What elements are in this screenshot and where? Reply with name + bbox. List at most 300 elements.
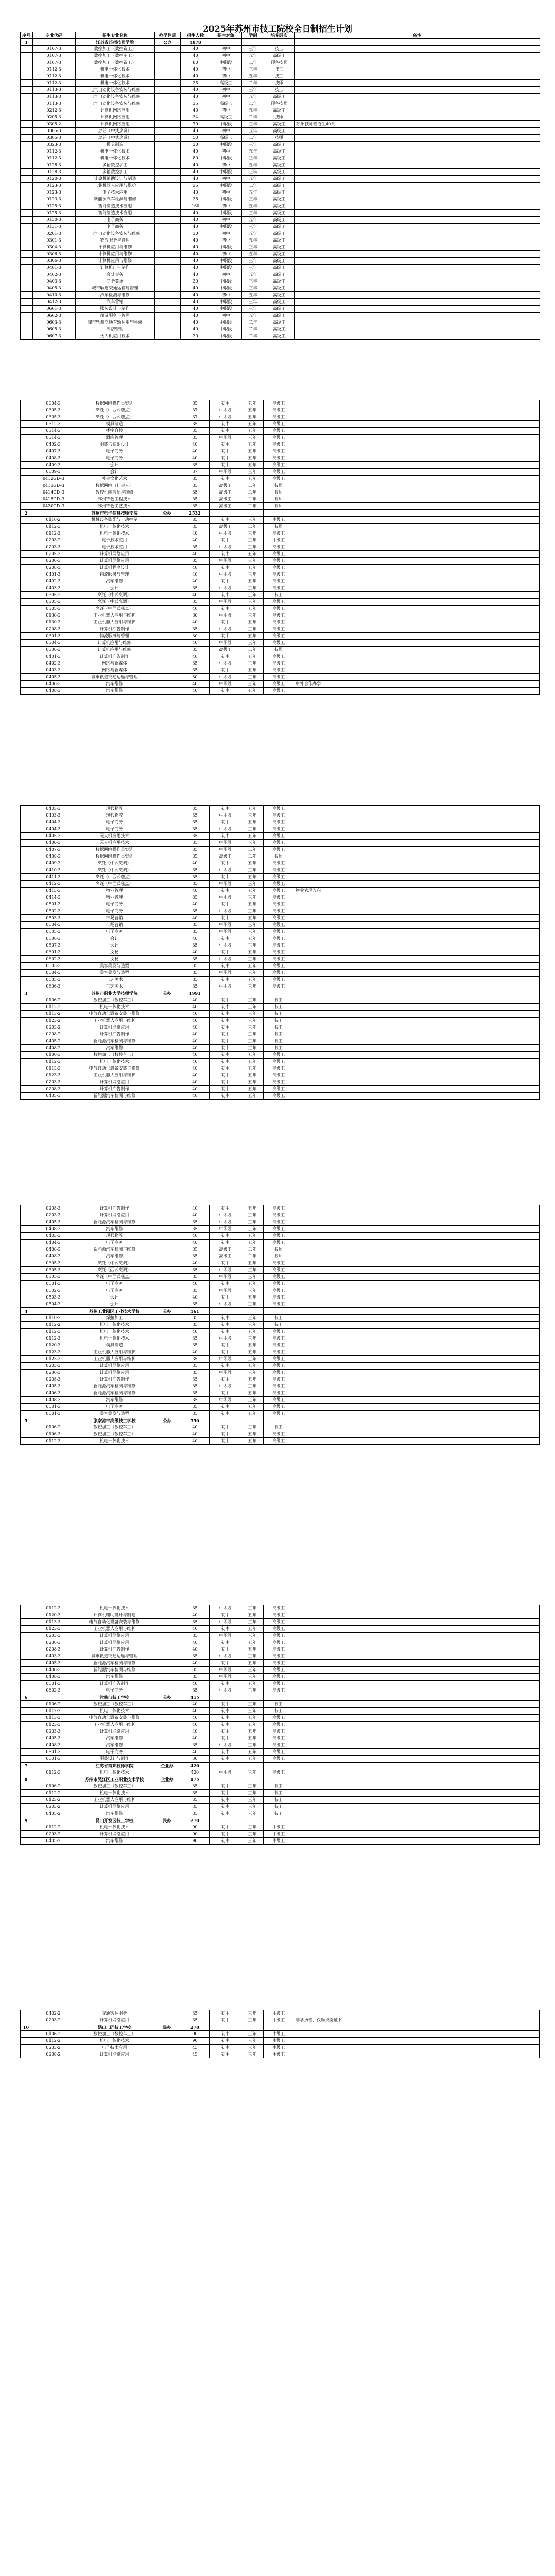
enrollment-object: 初中 bbox=[210, 915, 241, 922]
table-row bbox=[21, 517, 540, 524]
major-name: 汽车营销 bbox=[76, 299, 155, 306]
study-length: 三年 bbox=[242, 299, 264, 306]
enrollment-object: 初中 bbox=[210, 806, 241, 812]
table-row bbox=[21, 1072, 540, 1079]
row-no bbox=[21, 217, 33, 224]
major-name: 新能源汽车检测与维修 bbox=[76, 196, 155, 203]
row-note bbox=[294, 1052, 540, 1059]
table-row bbox=[21, 826, 540, 833]
training-level: 高级工 bbox=[264, 407, 294, 414]
training-level: 高级工 bbox=[264, 894, 294, 901]
enrollment-object: 中职段 bbox=[210, 1219, 241, 1226]
enrollment-count: 35 bbox=[180, 1383, 210, 1390]
study-length: 三年 bbox=[241, 840, 264, 847]
major-name: 电子商务 bbox=[75, 901, 154, 908]
study-length: 三年 bbox=[241, 1287, 264, 1294]
major-code: 0414-3 bbox=[32, 894, 75, 901]
major-name: 电气自动化设备安装与维修 bbox=[75, 1619, 154, 1626]
row-ownership bbox=[154, 1404, 180, 1411]
table-row bbox=[21, 1783, 540, 1790]
major-code: 0306-3 bbox=[32, 647, 75, 653]
major-code: 0112-3 bbox=[32, 1605, 75, 1612]
study-length: 三年 bbox=[241, 558, 264, 565]
enrollment-object: 初中 bbox=[210, 1411, 241, 1417]
table-row bbox=[21, 565, 540, 571]
major-code: 0123-2 bbox=[32, 1797, 75, 1804]
study-length: 五年 bbox=[242, 53, 264, 59]
training-level: 高级工 bbox=[264, 107, 295, 114]
enrollment-object: 初中 bbox=[210, 428, 241, 435]
row-no bbox=[21, 496, 32, 503]
row-ownership bbox=[154, 970, 180, 977]
training-level: 高级工 bbox=[264, 210, 295, 217]
enrollment-object: 中职段 bbox=[210, 1653, 241, 1660]
row-no bbox=[21, 1274, 32, 1281]
major-name: 烹饪（中式烹调） bbox=[75, 592, 154, 599]
study-length: 五年 bbox=[241, 1363, 264, 1370]
school-number: 10 bbox=[21, 2024, 32, 2031]
training-level: 高级工 bbox=[264, 653, 294, 660]
row-note bbox=[294, 1769, 540, 1776]
table-row bbox=[21, 1824, 540, 1831]
row-note bbox=[294, 860, 540, 867]
table-row bbox=[21, 571, 540, 578]
row-no bbox=[21, 667, 32, 674]
major-name: 计算机网络应用 bbox=[75, 1633, 154, 1639]
enrollment-count: 40 bbox=[180, 1072, 210, 1079]
table-row bbox=[21, 46, 540, 53]
table-row bbox=[21, 901, 540, 908]
row-note bbox=[294, 867, 540, 874]
major-name: 物流服务与管理 bbox=[76, 237, 155, 244]
row-ownership bbox=[154, 1728, 180, 1735]
row-note bbox=[294, 482, 540, 489]
table-row bbox=[21, 1411, 540, 1417]
table-row bbox=[21, 1715, 540, 1722]
row-ownership bbox=[154, 1018, 180, 1024]
table-row bbox=[21, 847, 540, 853]
enrollment-count: 40 bbox=[180, 888, 210, 894]
row-note bbox=[294, 435, 540, 441]
enrollment-count: 40 bbox=[181, 251, 210, 258]
row-note bbox=[295, 237, 540, 244]
study-length: 三年 bbox=[241, 1667, 264, 1674]
table-row bbox=[21, 667, 540, 674]
enrollment-object: 初中 bbox=[210, 1093, 241, 1100]
school-note-blank bbox=[294, 510, 540, 517]
row-note bbox=[294, 530, 540, 537]
table-row bbox=[21, 1065, 540, 1072]
enrollment-object: 高级工 bbox=[210, 853, 241, 860]
enrollment-count: 40 bbox=[181, 292, 210, 299]
table-row bbox=[21, 874, 540, 881]
school-name: 苏州市职业大学技师学院 bbox=[75, 990, 154, 997]
table-row bbox=[21, 867, 540, 874]
table-row bbox=[21, 1653, 540, 1660]
training-level: 高级工 bbox=[264, 1059, 294, 1065]
row-ownership bbox=[155, 292, 181, 299]
row-ownership bbox=[154, 915, 180, 922]
major-name: 电子商务 bbox=[75, 1749, 154, 1756]
row-no bbox=[21, 162, 33, 169]
enrollment-count: 40 bbox=[180, 949, 210, 956]
enrollment-count: 35 bbox=[180, 867, 210, 874]
row-no bbox=[21, 1246, 32, 1253]
enrollment-object: 初中 bbox=[210, 1722, 241, 1728]
row-note bbox=[294, 970, 540, 977]
enrollment-count: 40 bbox=[180, 1701, 210, 1708]
enrollment-object: 中职段 bbox=[210, 333, 242, 340]
training-level: 高级工 bbox=[264, 142, 295, 148]
enrollment-count: 35 bbox=[180, 840, 210, 847]
study-length: 五年 bbox=[241, 977, 264, 983]
row-no bbox=[21, 1011, 32, 1018]
major-name: 汽车维修 bbox=[75, 1226, 154, 1233]
major-name: 新能源汽车检测与维修 bbox=[75, 1038, 154, 1045]
enrollment-count: 35 bbox=[180, 1687, 210, 1694]
study-length: 五年 bbox=[241, 1749, 264, 1756]
training-level: 预备技师 bbox=[264, 59, 295, 66]
row-note bbox=[295, 258, 540, 265]
study-length: 三年 bbox=[241, 1397, 264, 1404]
row-note bbox=[294, 1219, 540, 1226]
row-ownership bbox=[154, 1749, 180, 1756]
study-length: 二年 bbox=[241, 847, 264, 853]
row-note bbox=[295, 271, 540, 278]
school-note-blank bbox=[294, 2024, 540, 2031]
training-level: 高级工 bbox=[264, 1335, 294, 1342]
row-note bbox=[294, 1301, 540, 1308]
study-length: 五年 bbox=[241, 1646, 264, 1653]
table-row bbox=[21, 1831, 540, 1838]
training-level: 中级工 bbox=[264, 517, 294, 524]
row-no bbox=[21, 1411, 32, 1417]
training-level: 高级工 bbox=[264, 94, 295, 100]
training-level: 高级工 bbox=[264, 1728, 294, 1735]
training-level: 技师 bbox=[264, 80, 295, 87]
row-ownership bbox=[154, 963, 180, 970]
row-no bbox=[21, 155, 33, 162]
enrollment-count: 40 bbox=[180, 537, 210, 544]
enrollment-object: 中职段 bbox=[210, 1212, 241, 1219]
enrollment-count: 35 bbox=[180, 929, 210, 935]
enrollment-count: 40 bbox=[181, 224, 210, 230]
row-note bbox=[294, 1315, 540, 1322]
row-no bbox=[21, 1383, 32, 1390]
row-no bbox=[21, 1831, 32, 1838]
header-form: 办学性质 bbox=[155, 32, 181, 39]
row-ownership bbox=[154, 1356, 180, 1363]
row-note bbox=[294, 455, 540, 462]
enrollment-count: 35 bbox=[181, 196, 210, 203]
table-row bbox=[21, 1335, 540, 1342]
study-length: 五年 bbox=[241, 1681, 264, 1687]
row-no bbox=[21, 66, 33, 73]
training-level: 技工 bbox=[264, 1322, 294, 1329]
training-level: 高级工 bbox=[264, 313, 295, 319]
enrollment-object: 初中 bbox=[210, 1329, 241, 1335]
major-name: 烹饪（中式烹调） bbox=[75, 860, 154, 867]
study-length: 三年 bbox=[241, 544, 264, 551]
enrollment-object: 初中 bbox=[210, 1376, 241, 1383]
enrollment-count: 35 bbox=[180, 599, 210, 606]
training-level: 技师 bbox=[264, 482, 294, 489]
enrollment-count: 80 bbox=[181, 155, 210, 162]
table-row bbox=[21, 942, 540, 949]
major-code: 0408-3 bbox=[32, 1397, 75, 1404]
row-no bbox=[21, 867, 32, 874]
row-no bbox=[21, 476, 32, 482]
row-ownership bbox=[154, 1810, 180, 1817]
row-no bbox=[21, 929, 32, 935]
plan-table-page-3 bbox=[20, 805, 540, 1100]
major-code: 0203-3 bbox=[32, 1633, 75, 1639]
row-no bbox=[21, 1219, 32, 1226]
major-code: 0112-3 bbox=[32, 1335, 75, 1342]
enrollment-object: 初中 bbox=[210, 237, 242, 244]
major-name: 计算机网络应用 bbox=[75, 2017, 154, 2024]
school-number: 1 bbox=[21, 39, 33, 46]
enrollment-count: 40 bbox=[180, 901, 210, 908]
major-name: 模具制造 bbox=[75, 1342, 154, 1349]
study-length: 五年 bbox=[241, 901, 264, 908]
training-level: 技师 bbox=[264, 1253, 294, 1260]
training-level: 中级工 bbox=[264, 2051, 294, 2058]
major-name: 机电一体化技术 bbox=[76, 80, 155, 87]
major-name: 计算机网络应用 bbox=[75, 1024, 154, 1031]
row-note bbox=[294, 1742, 540, 1749]
row-note bbox=[294, 633, 540, 640]
enrollment-object: 中职段 bbox=[210, 285, 242, 292]
row-no bbox=[21, 1315, 32, 1322]
row-note bbox=[294, 476, 540, 482]
study-length: 二年 bbox=[242, 100, 264, 107]
training-level: 高级工 bbox=[264, 860, 294, 867]
enrollment-count: 90 bbox=[180, 1824, 210, 1831]
enrollment-count: 35 bbox=[180, 1790, 210, 1797]
row-no bbox=[21, 1769, 32, 1776]
row-ownership bbox=[154, 1086, 180, 1093]
table-row bbox=[21, 1674, 540, 1681]
table-row bbox=[21, 1253, 540, 1260]
enrollment-count: 35 bbox=[180, 1363, 210, 1370]
major-name: 无人机应用技术 bbox=[76, 333, 155, 340]
row-note bbox=[294, 469, 540, 476]
row-note: 物业管理方向 bbox=[294, 888, 540, 894]
major-code: 0312-3 bbox=[32, 421, 75, 428]
enrollment-count: 40 bbox=[181, 265, 210, 271]
training-level: 技工 bbox=[264, 1024, 294, 1031]
enrollment-count: 35 bbox=[180, 626, 210, 633]
enrollment-object: 中职段 bbox=[210, 407, 241, 414]
enrollment-count: 35 bbox=[180, 1219, 210, 1226]
major-code: 0403-3 bbox=[32, 1233, 75, 1240]
row-ownership bbox=[154, 551, 180, 558]
study-length: 五年 bbox=[241, 414, 264, 421]
major-name: 会计 bbox=[75, 942, 154, 949]
row-ownership bbox=[155, 306, 181, 313]
row-ownership bbox=[155, 189, 181, 196]
table-row bbox=[21, 169, 540, 176]
enrollment-object: 初中 bbox=[210, 888, 241, 894]
enrollment-object: 初中 bbox=[210, 1031, 241, 1038]
training-level: 技工 bbox=[264, 73, 295, 80]
row-note bbox=[294, 929, 540, 935]
study-length: 二年 bbox=[242, 135, 264, 142]
study-length: 五年 bbox=[242, 313, 264, 319]
header-major: 招生专业名称 bbox=[76, 32, 155, 39]
major-code: 0403-3 bbox=[32, 1653, 75, 1660]
major-code: 0411-3 bbox=[32, 874, 75, 881]
school-code-blank bbox=[32, 1817, 75, 1824]
enrollment-object: 初中 bbox=[210, 162, 242, 169]
row-note bbox=[295, 46, 540, 53]
training-level: 高级工 bbox=[264, 1287, 294, 1294]
study-length: 三年 bbox=[241, 585, 264, 592]
row-note bbox=[294, 1619, 540, 1626]
school-note-blank bbox=[294, 990, 540, 997]
major-name: 工艺美术 bbox=[75, 983, 154, 990]
study-length: 五年 bbox=[241, 441, 264, 448]
enrollment-object: 中职段 bbox=[210, 1287, 241, 1294]
training-level: 高级工 bbox=[264, 448, 294, 455]
major-code: 0107-3 bbox=[33, 53, 76, 59]
school-level-blank bbox=[264, 39, 295, 46]
row-ownership bbox=[155, 299, 181, 306]
study-length: 三年 bbox=[241, 956, 264, 963]
enrollment-count: 40 bbox=[180, 1294, 210, 1301]
major-code: 0206-3 bbox=[32, 1370, 75, 1376]
table-row bbox=[21, 1687, 540, 1694]
major-code: 0412-3 bbox=[32, 881, 75, 888]
study-length: 三年 bbox=[241, 1633, 264, 1639]
major-code: 0412GD-3 bbox=[32, 476, 75, 482]
row-no bbox=[21, 1824, 32, 1831]
enrollment-object: 中职段 bbox=[210, 942, 241, 949]
enrollment-count: 40 bbox=[180, 1233, 210, 1240]
major-name: 电子技术应用 bbox=[75, 544, 154, 551]
enrollment-count: 40 bbox=[180, 1329, 210, 1335]
header-object: 招生对象 bbox=[210, 32, 242, 39]
major-name: 计算机应用与维修 bbox=[76, 244, 155, 251]
training-level: 高级工 bbox=[264, 619, 294, 626]
row-no bbox=[21, 660, 32, 667]
major-code: 0305-3 bbox=[33, 128, 76, 135]
major-name: 烹饪（中西式糕点） bbox=[75, 414, 154, 421]
row-note: 非学历班，仅颁技能证书 bbox=[294, 2017, 540, 2024]
row-note bbox=[294, 1810, 540, 1817]
training-level: 高级工 bbox=[264, 189, 295, 196]
row-no bbox=[21, 1059, 32, 1065]
row-no bbox=[21, 949, 32, 956]
row-note: 苏州技师班招生40人 bbox=[295, 121, 540, 128]
enrollment-count: 40 bbox=[180, 606, 210, 612]
study-length: 五年 bbox=[242, 148, 264, 155]
table-row bbox=[21, 400, 540, 407]
row-note bbox=[294, 558, 540, 565]
enrollment-count: 35 bbox=[180, 812, 210, 819]
row-note bbox=[294, 1667, 540, 1674]
enrollment-count: 35 bbox=[180, 826, 210, 833]
major-name: 会计 bbox=[75, 1301, 154, 1308]
major-code: 0113-3 bbox=[33, 100, 76, 107]
table-row bbox=[21, 1356, 540, 1363]
major-name: 物流服务与管理 bbox=[75, 633, 154, 640]
major-name: 计算机网络应用 bbox=[75, 1363, 154, 1370]
row-ownership bbox=[155, 94, 181, 100]
enrollment-count: 40 bbox=[181, 285, 210, 292]
enrollment-object: 初中 bbox=[210, 1424, 241, 1431]
major-name: 烹饪（中西式糕点） bbox=[75, 874, 154, 881]
study-length: 五年 bbox=[241, 1233, 264, 1240]
major-code: 0107-3 bbox=[33, 46, 76, 53]
study-length: 三年 bbox=[241, 1424, 264, 1431]
major-code: 0603-3 bbox=[33, 319, 76, 326]
enrollment-count: 35 bbox=[180, 1246, 210, 1253]
major-name: 计算机网络应用 bbox=[75, 1639, 154, 1646]
enrollment-object: 中职段 bbox=[210, 258, 242, 265]
study-length: 五年 bbox=[241, 1079, 264, 1086]
enrollment-count: 40 bbox=[181, 313, 210, 319]
school-total: 561 bbox=[180, 1308, 210, 1315]
enrollment-count: 35 bbox=[180, 1356, 210, 1363]
enrollment-count: 35 bbox=[180, 1797, 210, 1804]
row-note bbox=[294, 847, 540, 853]
row-ownership bbox=[154, 881, 180, 888]
study-length: 三年 bbox=[241, 1212, 264, 1219]
major-name: 网络与新媒体 bbox=[75, 660, 154, 667]
row-ownership bbox=[154, 1735, 180, 1742]
training-level: 高级工 bbox=[264, 1715, 294, 1722]
table-row bbox=[21, 1639, 540, 1646]
row-ownership bbox=[155, 271, 181, 278]
enrollment-object: 中职段 bbox=[210, 908, 241, 915]
school-level-blank bbox=[264, 990, 294, 997]
major-name: 数控加工（数控车工） bbox=[75, 1701, 154, 1708]
study-length: 五年 bbox=[241, 1639, 264, 1646]
row-ownership bbox=[154, 476, 180, 482]
school-object-blank bbox=[210, 1694, 241, 1701]
major-name: 城市轨道交通运输与管理 bbox=[75, 674, 154, 681]
row-no bbox=[21, 1018, 32, 1024]
school-note-blank bbox=[294, 1694, 540, 1701]
row-ownership bbox=[154, 537, 180, 544]
school-number: 8 bbox=[21, 1776, 32, 1783]
study-length: 三年 bbox=[241, 2017, 264, 2024]
row-note bbox=[294, 819, 540, 826]
enrollment-object: 初中 bbox=[210, 1804, 241, 1810]
school-object-blank bbox=[210, 1776, 241, 1783]
row-note bbox=[294, 1831, 540, 1838]
training-level: 高级工 bbox=[264, 633, 294, 640]
enrollment-object: 中职段 bbox=[210, 1383, 241, 1390]
study-length: 三年 bbox=[241, 674, 264, 681]
major-name: 数控加工（数控车工） bbox=[75, 2031, 154, 2038]
school-object-blank bbox=[210, 39, 242, 46]
major-name: 数据网络操作员实训 bbox=[75, 400, 154, 407]
table-row bbox=[21, 313, 540, 319]
study-length: 三年 bbox=[242, 224, 264, 230]
major-name: 电子商务 bbox=[75, 448, 154, 455]
row-ownership bbox=[154, 599, 180, 606]
major-name: 电子商务 bbox=[75, 455, 154, 462]
major-code: 0120-3 bbox=[33, 176, 76, 183]
study-length: 三年 bbox=[241, 1687, 264, 1694]
enrollment-object: 中职段 bbox=[210, 929, 241, 935]
table-row bbox=[21, 189, 540, 196]
training-level: 技工 bbox=[264, 46, 295, 53]
row-note bbox=[295, 183, 540, 189]
